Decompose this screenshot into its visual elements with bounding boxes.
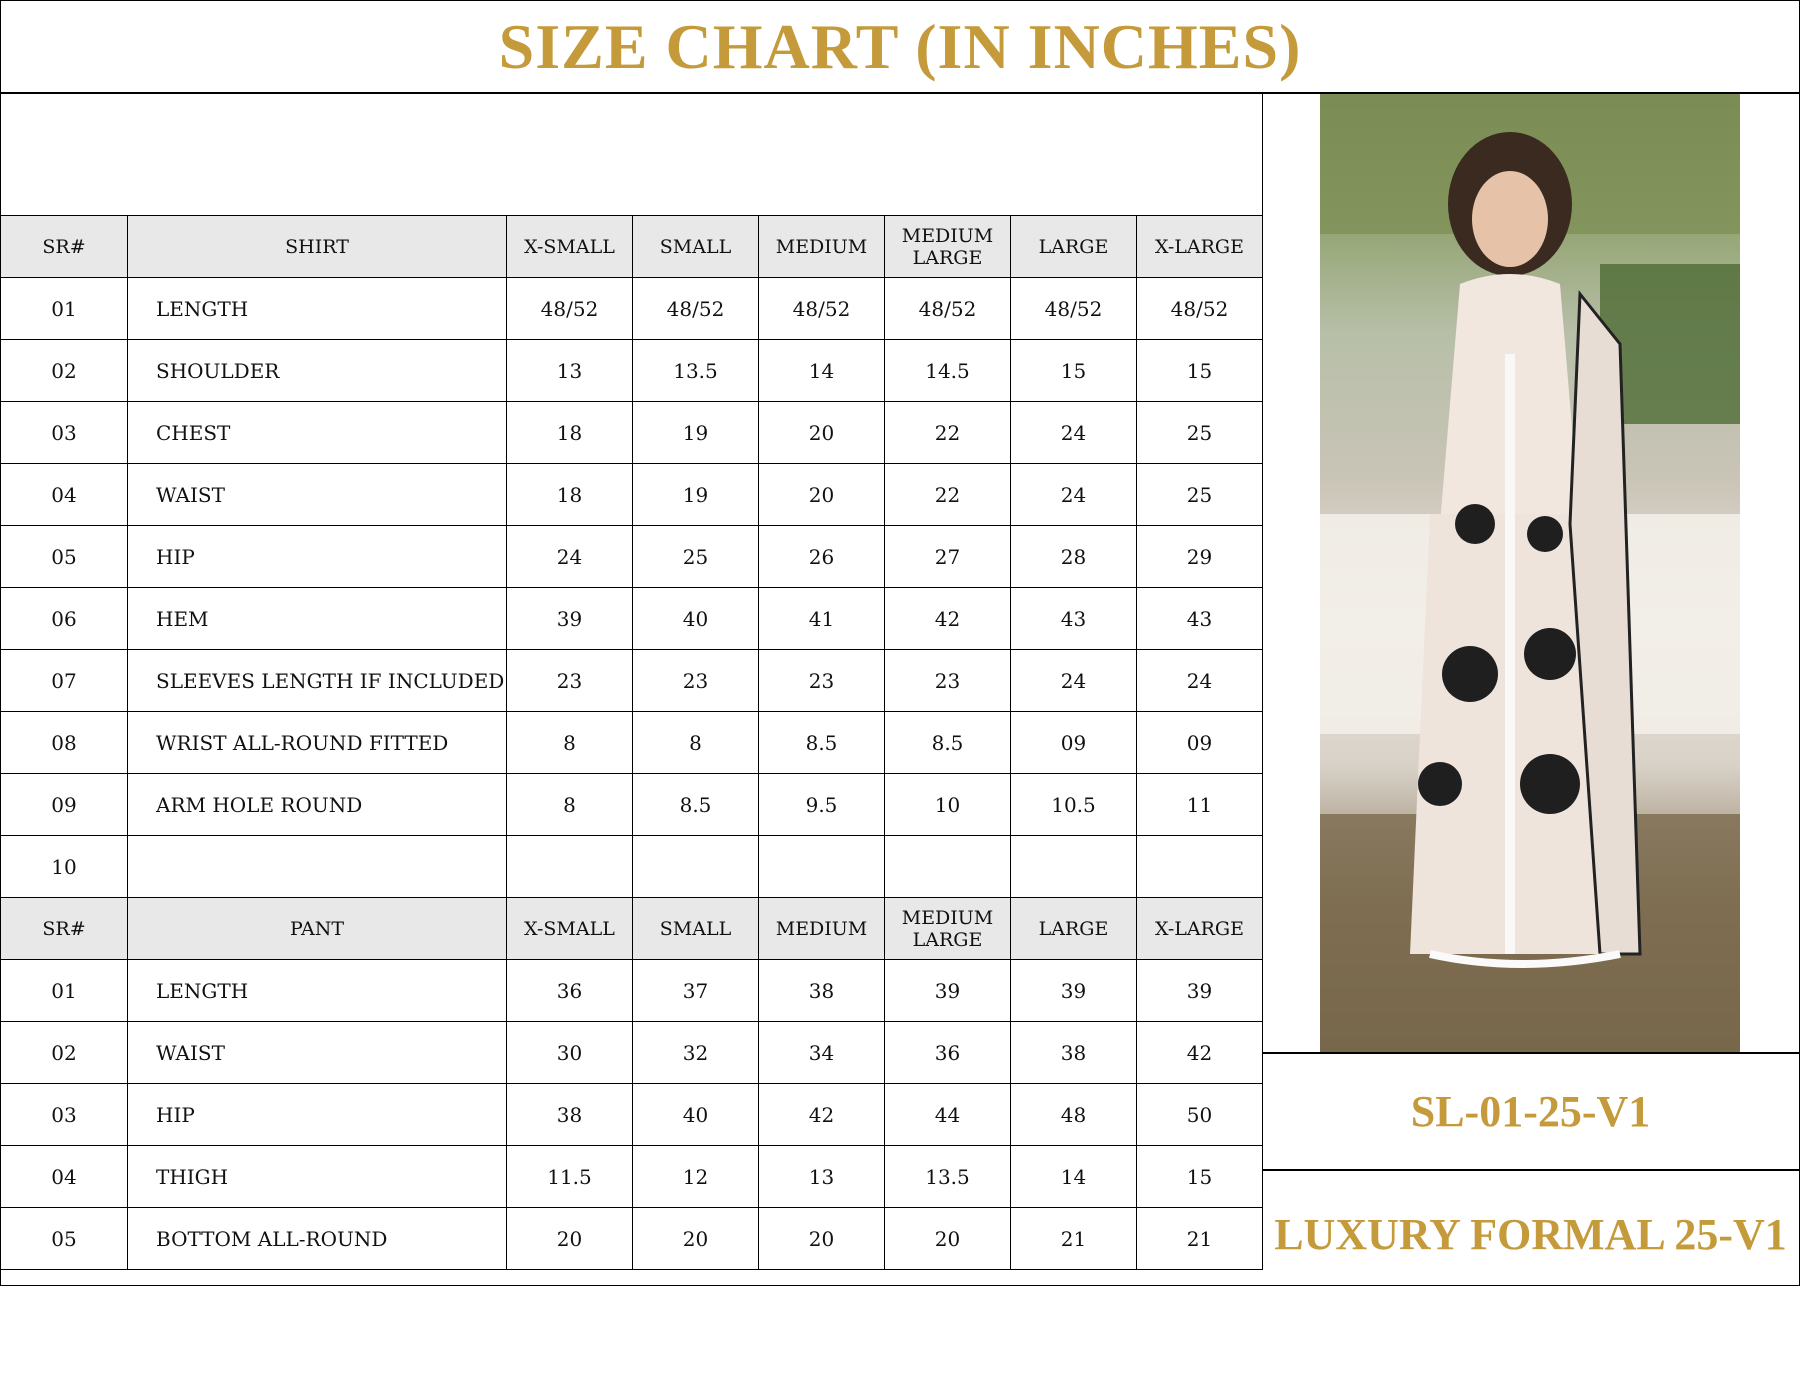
header-size: MEDIUM [759, 898, 885, 960]
header-serial: SR# [1, 216, 128, 278]
row-value: 22 [885, 464, 1011, 526]
row-value: 11.5 [507, 1146, 633, 1208]
row-serial: 02 [1, 1022, 128, 1084]
row-measurement: LENGTH [128, 960, 507, 1022]
header-measurement: SHIRT [128, 216, 507, 278]
row-value: 24 [1011, 464, 1137, 526]
row-value: 42 [759, 1084, 885, 1146]
row-value: 32 [633, 1022, 759, 1084]
row-value: 37 [633, 960, 759, 1022]
blank-header-area [0, 92, 1263, 215]
row-serial: 03 [1, 402, 128, 464]
row-value: 8.5 [633, 774, 759, 836]
row-value: 40 [633, 588, 759, 650]
row-measurement: SLEEVES LENGTH IF INCLUDED [128, 650, 507, 712]
row-serial: 02 [1, 340, 128, 402]
row-serial: 01 [1, 278, 128, 340]
row-value: 20 [759, 1208, 885, 1270]
row-value: 34 [759, 1022, 885, 1084]
row-value: 38 [507, 1084, 633, 1146]
table-row [1, 1084, 1263, 1146]
row-value: 28 [1011, 526, 1137, 588]
row-measurement: LENGTH [128, 278, 507, 340]
row-value: 21 [1011, 1208, 1137, 1270]
table-row [1, 1208, 1263, 1270]
header-size: X-LARGE [1137, 216, 1263, 278]
row-value: 36 [507, 960, 633, 1022]
table-row [1, 960, 1263, 1022]
row-value: 39 [885, 960, 1011, 1022]
row-value: 25 [633, 526, 759, 588]
row-value: 48/52 [507, 278, 633, 340]
row-value [633, 836, 759, 898]
row-value: 8 [507, 774, 633, 836]
row-value: 38 [759, 960, 885, 1022]
row-value: 8 [633, 712, 759, 774]
row-value: 13 [759, 1146, 885, 1208]
row-value: 8.5 [759, 712, 885, 774]
row-value: 18 [507, 402, 633, 464]
row-measurement: ARM HOLE ROUND [128, 774, 507, 836]
row-value: 48/52 [759, 278, 885, 340]
row-serial: 07 [1, 650, 128, 712]
row-value: 48/52 [1137, 278, 1263, 340]
row-value: 18 [507, 464, 633, 526]
table-row [1, 1022, 1263, 1084]
row-value: 27 [885, 526, 1011, 588]
product-photo [1320, 94, 1740, 1052]
row-measurement: HIP [128, 1084, 507, 1146]
row-value: 23 [633, 650, 759, 712]
page-title: SIZE CHART (IN INCHES) [1, 1, 1799, 94]
row-value [507, 836, 633, 898]
row-value: 09 [1137, 712, 1263, 774]
row-value: 48 [1011, 1084, 1137, 1146]
row-measurement: WAIST [128, 464, 507, 526]
row-value: 42 [885, 588, 1011, 650]
row-value [1137, 836, 1263, 898]
row-value: 14 [1011, 1146, 1137, 1208]
row-value: 48/52 [633, 278, 759, 340]
row-value: 20 [759, 402, 885, 464]
row-value: 50 [1137, 1084, 1263, 1146]
row-value: 39 [1137, 960, 1263, 1022]
header-measurement: PANT [128, 898, 507, 960]
row-value: 20 [633, 1208, 759, 1270]
row-measurement: CHEST [128, 402, 507, 464]
row-value: 29 [1137, 526, 1263, 588]
model-illustration [1320, 94, 1740, 1052]
row-value: 48/52 [885, 278, 1011, 340]
row-value: 24 [1137, 650, 1263, 712]
row-value: 25 [1137, 402, 1263, 464]
row-serial: 08 [1, 712, 128, 774]
row-serial: 09 [1, 774, 128, 836]
row-value: 23 [507, 650, 633, 712]
table-row [1, 278, 1263, 340]
header-size: X-SMALL [507, 898, 633, 960]
row-value: 15 [1011, 340, 1137, 402]
table-row [1, 1146, 1263, 1208]
row-value: 48/52 [1011, 278, 1137, 340]
row-value: 43 [1011, 588, 1137, 650]
row-value [885, 836, 1011, 898]
row-serial: 05 [1, 1208, 128, 1270]
row-value [1011, 836, 1137, 898]
size-chart-body [1, 216, 1263, 1270]
row-value: 10 [885, 774, 1011, 836]
row-value: 9.5 [759, 774, 885, 836]
header-size: SMALL [633, 898, 759, 960]
collection-name: LUXURY FORMAL 25-V1 [1274, 1209, 1787, 1259]
row-measurement [128, 836, 507, 898]
row-measurement: WAIST [128, 1022, 507, 1084]
row-value: 20 [885, 1208, 1011, 1270]
row-serial: 03 [1, 1084, 128, 1146]
row-value: 41 [759, 588, 885, 650]
row-value: 42 [1137, 1022, 1263, 1084]
row-value: 13.5 [885, 1146, 1011, 1208]
row-value [759, 836, 885, 898]
row-value: 12 [633, 1146, 759, 1208]
row-value: 24 [1011, 650, 1137, 712]
row-value: 14.5 [885, 340, 1011, 402]
row-value: 38 [1011, 1022, 1137, 1084]
product-code: SL-01-25-V1 [1410, 1087, 1651, 1136]
table-row [1, 526, 1263, 588]
row-measurement: BOTTOM ALL-ROUND [128, 1208, 507, 1270]
row-value: 43 [1137, 588, 1263, 650]
row-value: 39 [1011, 960, 1137, 1022]
header-size: LARGE [1011, 898, 1137, 960]
row-serial: 06 [1, 588, 128, 650]
row-value: 22 [885, 402, 1011, 464]
row-value: 10.5 [1011, 774, 1137, 836]
row-measurement: WRIST ALL-ROUND FITTED [128, 712, 507, 774]
row-value: 20 [759, 464, 885, 526]
row-serial: 10 [1, 836, 128, 898]
row-value: 13 [507, 340, 633, 402]
row-measurement: HIP [128, 526, 507, 588]
row-value: 25 [1137, 464, 1263, 526]
header-size: X-LARGE [1137, 898, 1263, 960]
row-value: 36 [885, 1022, 1011, 1084]
row-value: 13.5 [633, 340, 759, 402]
row-value: 8 [507, 712, 633, 774]
row-value: 23 [759, 650, 885, 712]
row-serial: 05 [1, 526, 128, 588]
header-size: MEDIUM [759, 216, 885, 278]
size-chart-table-wrap [0, 215, 1262, 1270]
row-value: 24 [1011, 402, 1137, 464]
table-row [1, 774, 1263, 836]
row-value: 19 [633, 464, 759, 526]
table-row [1, 836, 1263, 898]
row-value: 15 [1137, 340, 1263, 402]
row-serial: 04 [1, 1146, 128, 1208]
row-value: 20 [507, 1208, 633, 1270]
row-value: 15 [1137, 1146, 1263, 1208]
row-value: 11 [1137, 774, 1263, 836]
table-row [1, 650, 1263, 712]
header-serial: SR# [1, 898, 128, 960]
row-value: 14 [759, 340, 885, 402]
header-size: MEDIUM LARGE [885, 216, 1011, 278]
table-row [1, 588, 1263, 650]
product-panel [1262, 92, 1799, 1285]
table-row [1, 340, 1263, 402]
header-size: X-SMALL [507, 216, 633, 278]
header-size: MEDIUM LARGE [885, 898, 1011, 960]
table-row [1, 712, 1263, 774]
row-measurement: HEM [128, 588, 507, 650]
size-chart-table [0, 215, 1263, 1270]
row-value: 19 [633, 402, 759, 464]
row-value: 21 [1137, 1208, 1263, 1270]
row-value: 44 [885, 1084, 1011, 1146]
row-value: 26 [759, 526, 885, 588]
row-value: 24 [507, 526, 633, 588]
row-value: 40 [633, 1084, 759, 1146]
row-value: 8.5 [885, 712, 1011, 774]
row-value: 30 [507, 1022, 633, 1084]
row-value: 39 [507, 588, 633, 650]
row-serial: 04 [1, 464, 128, 526]
row-value: 09 [1011, 712, 1137, 774]
row-value: 23 [885, 650, 1011, 712]
table-row [1, 464, 1263, 526]
table-row [1, 402, 1263, 464]
row-measurement: SHOULDER [128, 340, 507, 402]
table-header-row [1, 216, 1263, 278]
row-serial: 01 [1, 960, 128, 1022]
header-size: SMALL [633, 216, 759, 278]
header-size: LARGE [1011, 216, 1137, 278]
table-header-row [1, 898, 1263, 960]
row-measurement: THIGH [128, 1146, 507, 1208]
